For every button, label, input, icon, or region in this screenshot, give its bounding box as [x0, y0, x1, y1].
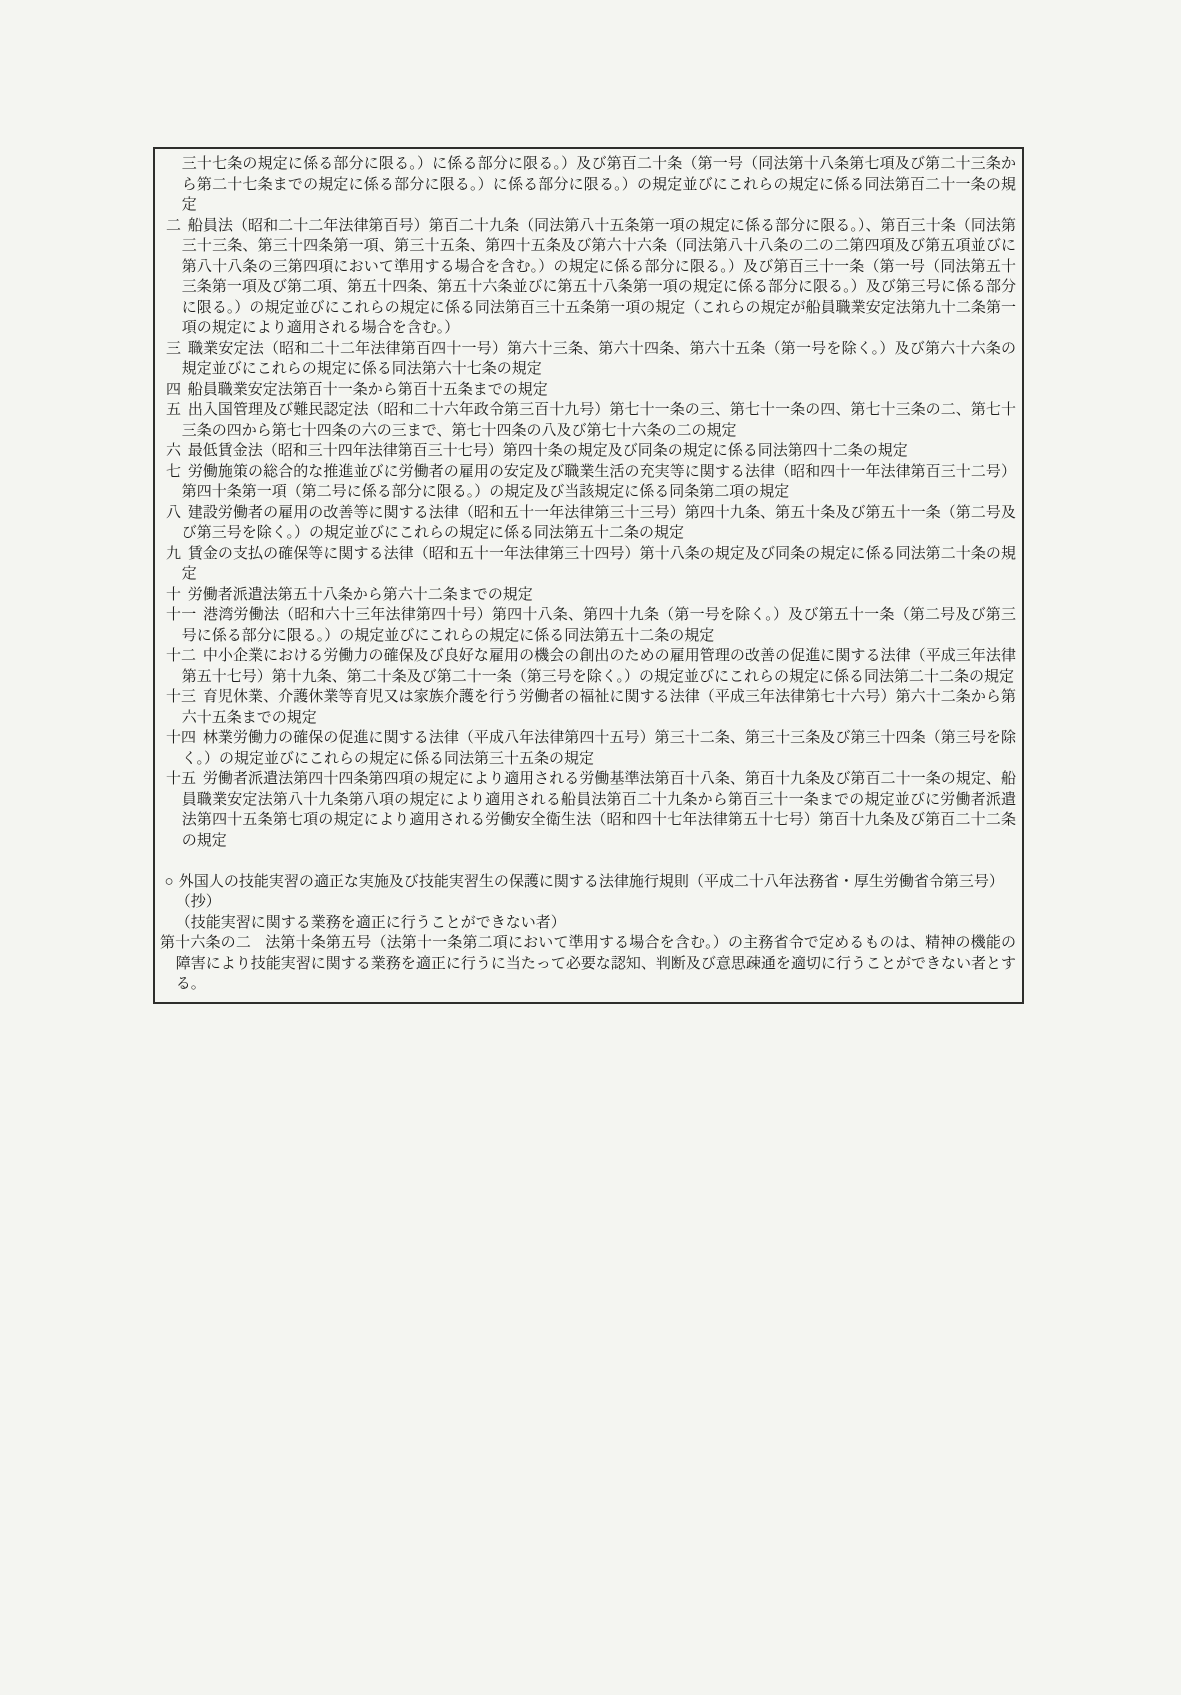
numbered-item [160, 585, 1016, 606]
item-number: 十二 [166, 648, 197, 664]
item-number: 七 [166, 463, 182, 480]
item-number: 十一 [166, 607, 197, 623]
item-number: 十五 [166, 771, 197, 787]
circle-marker: ○ [164, 873, 174, 890]
item-number: 九 [166, 545, 182, 562]
numbered-item [160, 687, 1016, 728]
numbered-item [160, 769, 1016, 851]
item-number: 三 [166, 340, 182, 357]
item-text: 賃金の支払の確保等に関する法律（昭和五十一年法律第三十四号）第十八条の規定及び同条の規定に係る同法第二十条の規定 [181, 545, 1016, 582]
item-text: 労働者派遣法第四十四条第四項の規定により適用される労働基準法第百十八条、第百十九条及び第百二十一条の規定、船員職業安定法第八十九条第八項の規定により適用される船員法第百二十九条から第百三十一条までの規定並びに労働者派遣法第四十五条第七項の規定により適用される労働安全衛生法（昭和四十七年法律第五十七号）第百十九条及び第百二十二条の規定 [181, 771, 1016, 849]
regulation-title-line [160, 872, 1016, 893]
numbered-item [160, 605, 1016, 646]
article-heading: （技能実習に関する業務を適正に行うことができない者） [175, 914, 566, 931]
article-number: 第十六条の二 [160, 935, 252, 951]
numbered-item [160, 400, 1016, 441]
continuation-paragraph: 三十七条の規定に係る部分に限る。）に係る部分に限る。）及び第百二十条（第一号（同法第十八条第七項及び第二十三条から第二十七条までの規定に係る部分に限る。）に係る部分に限る。）の規定並びにこれらの規定に係る同法第百二十一条の規定 [181, 156, 1016, 213]
numbered-item [160, 216, 1016, 339]
legal-text-box [153, 147, 1024, 1004]
numbered-items-list [160, 216, 1016, 852]
item-text: 港湾労働法（昭和六十三年法律第四十号）第四十八条、第四十九条（第一号を除く。）及び第五十一条（第二号及び第三号に係る部分に限る。）の規定並びにこれらの規定に係る同法第五十二条の規定 [181, 607, 1016, 644]
numbered-item [160, 441, 1016, 462]
numbered-item [160, 544, 1016, 585]
supplement-section [160, 872, 1016, 995]
item-text: 建設労働者の雇用の改善等に関する法律（昭和五十一年法律第三十三号）第四十九条、第五十条及び第五十一条（第二号及び第三号を除く。）の規定並びにこれらの規定に係る同法第五十二条の規定 [181, 504, 1016, 541]
sho-label: （抄） [175, 894, 221, 910]
item-number: 八 [166, 504, 182, 521]
item-number: 五 [166, 402, 182, 418]
numbered-item [160, 728, 1016, 769]
item-text: 労働施策の総合的な推進並びに労働者の雇用の安定及び職業生活の充実等に関する法律（昭和四十一年法律第百三十二号）第四十条第一項（第二号に係る部分に限る。）の規定及び当該規定に係る同条第二項の規定 [181, 463, 1016, 500]
item-number: 十 [166, 586, 182, 603]
item-text: 船員法（昭和二十二年法律第百号）第百二十九条（同法第八十五条第一項の規定に係る部分に限る。）、第百三十条（同法第三十三条、第三十四条第一項、第三十五条、第四十五条及び第六十六条（同法第八十八条の二の二第四項及び第五項並びに第八十八条の三第四項において準用する場合を含む。）の規定に係る部分に限る。）及び第百三十一条（第一号（同法第五十三条第一項及び第二項、第五十四条、第五十六条並びに第五十八条第一項の規定に係る部分に限る。）及び第三号に係る部分に限る。）の規定並びにこれらの規定に係る同法第百三十五条第一項の規定（これらの規定が船員職業安定法第九十二条第一項の規定により適用される場合を含む。） [181, 217, 1016, 336]
article-16-2 [160, 933, 1016, 995]
item-number: 十四 [166, 730, 197, 746]
item-text: 労働者派遣法第五十八条から第六十二条までの規定 [187, 586, 533, 603]
numbered-item [160, 462, 1016, 503]
item-number: 六 [166, 443, 182, 459]
item-text: 育児休業、介護休業等育児又は家族介護を行う労働者の福祉に関する法律（平成三年法律第七十六号）第六十二条から第六十五条までの規定 [181, 689, 1016, 726]
item-text: 職業安定法（昭和二十二年法律第百四十一号）第六十三条、第六十四条、第六十五条（第一号を除く。）及び第六十六条の規定並びにこれらの規定に係る同法第六十七条の規定 [181, 340, 1016, 377]
item-number: 二 [166, 217, 182, 234]
numbered-item [160, 380, 1016, 401]
item-text: 最低賃金法（昭和三十四年法律第百三十七号）第四十条の規定及び同条の規定に係る同法第四十二条の規定 [187, 443, 908, 459]
item-text: 林業労働力の確保の促進に関する法律（平成八年法律第四十五号）第三十二条、第三十三条及び第三十四条（第三号を除く。）の規定並びにこれらの規定に係る同法第三十五条の規定 [181, 730, 1016, 767]
item-text: 船員職業安定法第百十一条から第百十五条までの規定 [187, 381, 548, 398]
numbered-item [160, 339, 1016, 380]
item-number: 四 [166, 381, 182, 398]
numbered-item [160, 503, 1016, 544]
item-number: 十三 [166, 689, 197, 705]
item-text: 出入国管理及び難民認定法（昭和二十六年政令第三百十九号）第七十一条の三、第七十一条の四、第七十三条の二、第七十三条の四から第七十四条の六の三まで、第七十四条の八及び第七十六条の二の規定 [181, 402, 1016, 439]
numbered-item [160, 646, 1016, 687]
item-text: 中小企業における労働力の確保及び良好な雇用の機会の創出のための雇用管理の改善の促進に関する法律（平成三年法律第五十七号）第十九条、第二十条及び第二十一条（第三号を除く。）の規定並びにこれらの規定に係る同法第二十二条の規定 [181, 648, 1016, 685]
regulation-title: 外国人の技能実習の適正な実施及び技能実習生の保護に関する法律施行規則（平成二十八年法務省・厚生労働省令第三号） [178, 873, 1004, 890]
article-text: 法第十条第五号（法第十一条第二項において準用する場合を含む。）の主務省令で定めるものは、精神の機能の障害により技能実習に関する業務を適正に行うに当たって必要な認知、判断及び意思疎通を適切に行うことができない者とする。 [175, 935, 1016, 992]
